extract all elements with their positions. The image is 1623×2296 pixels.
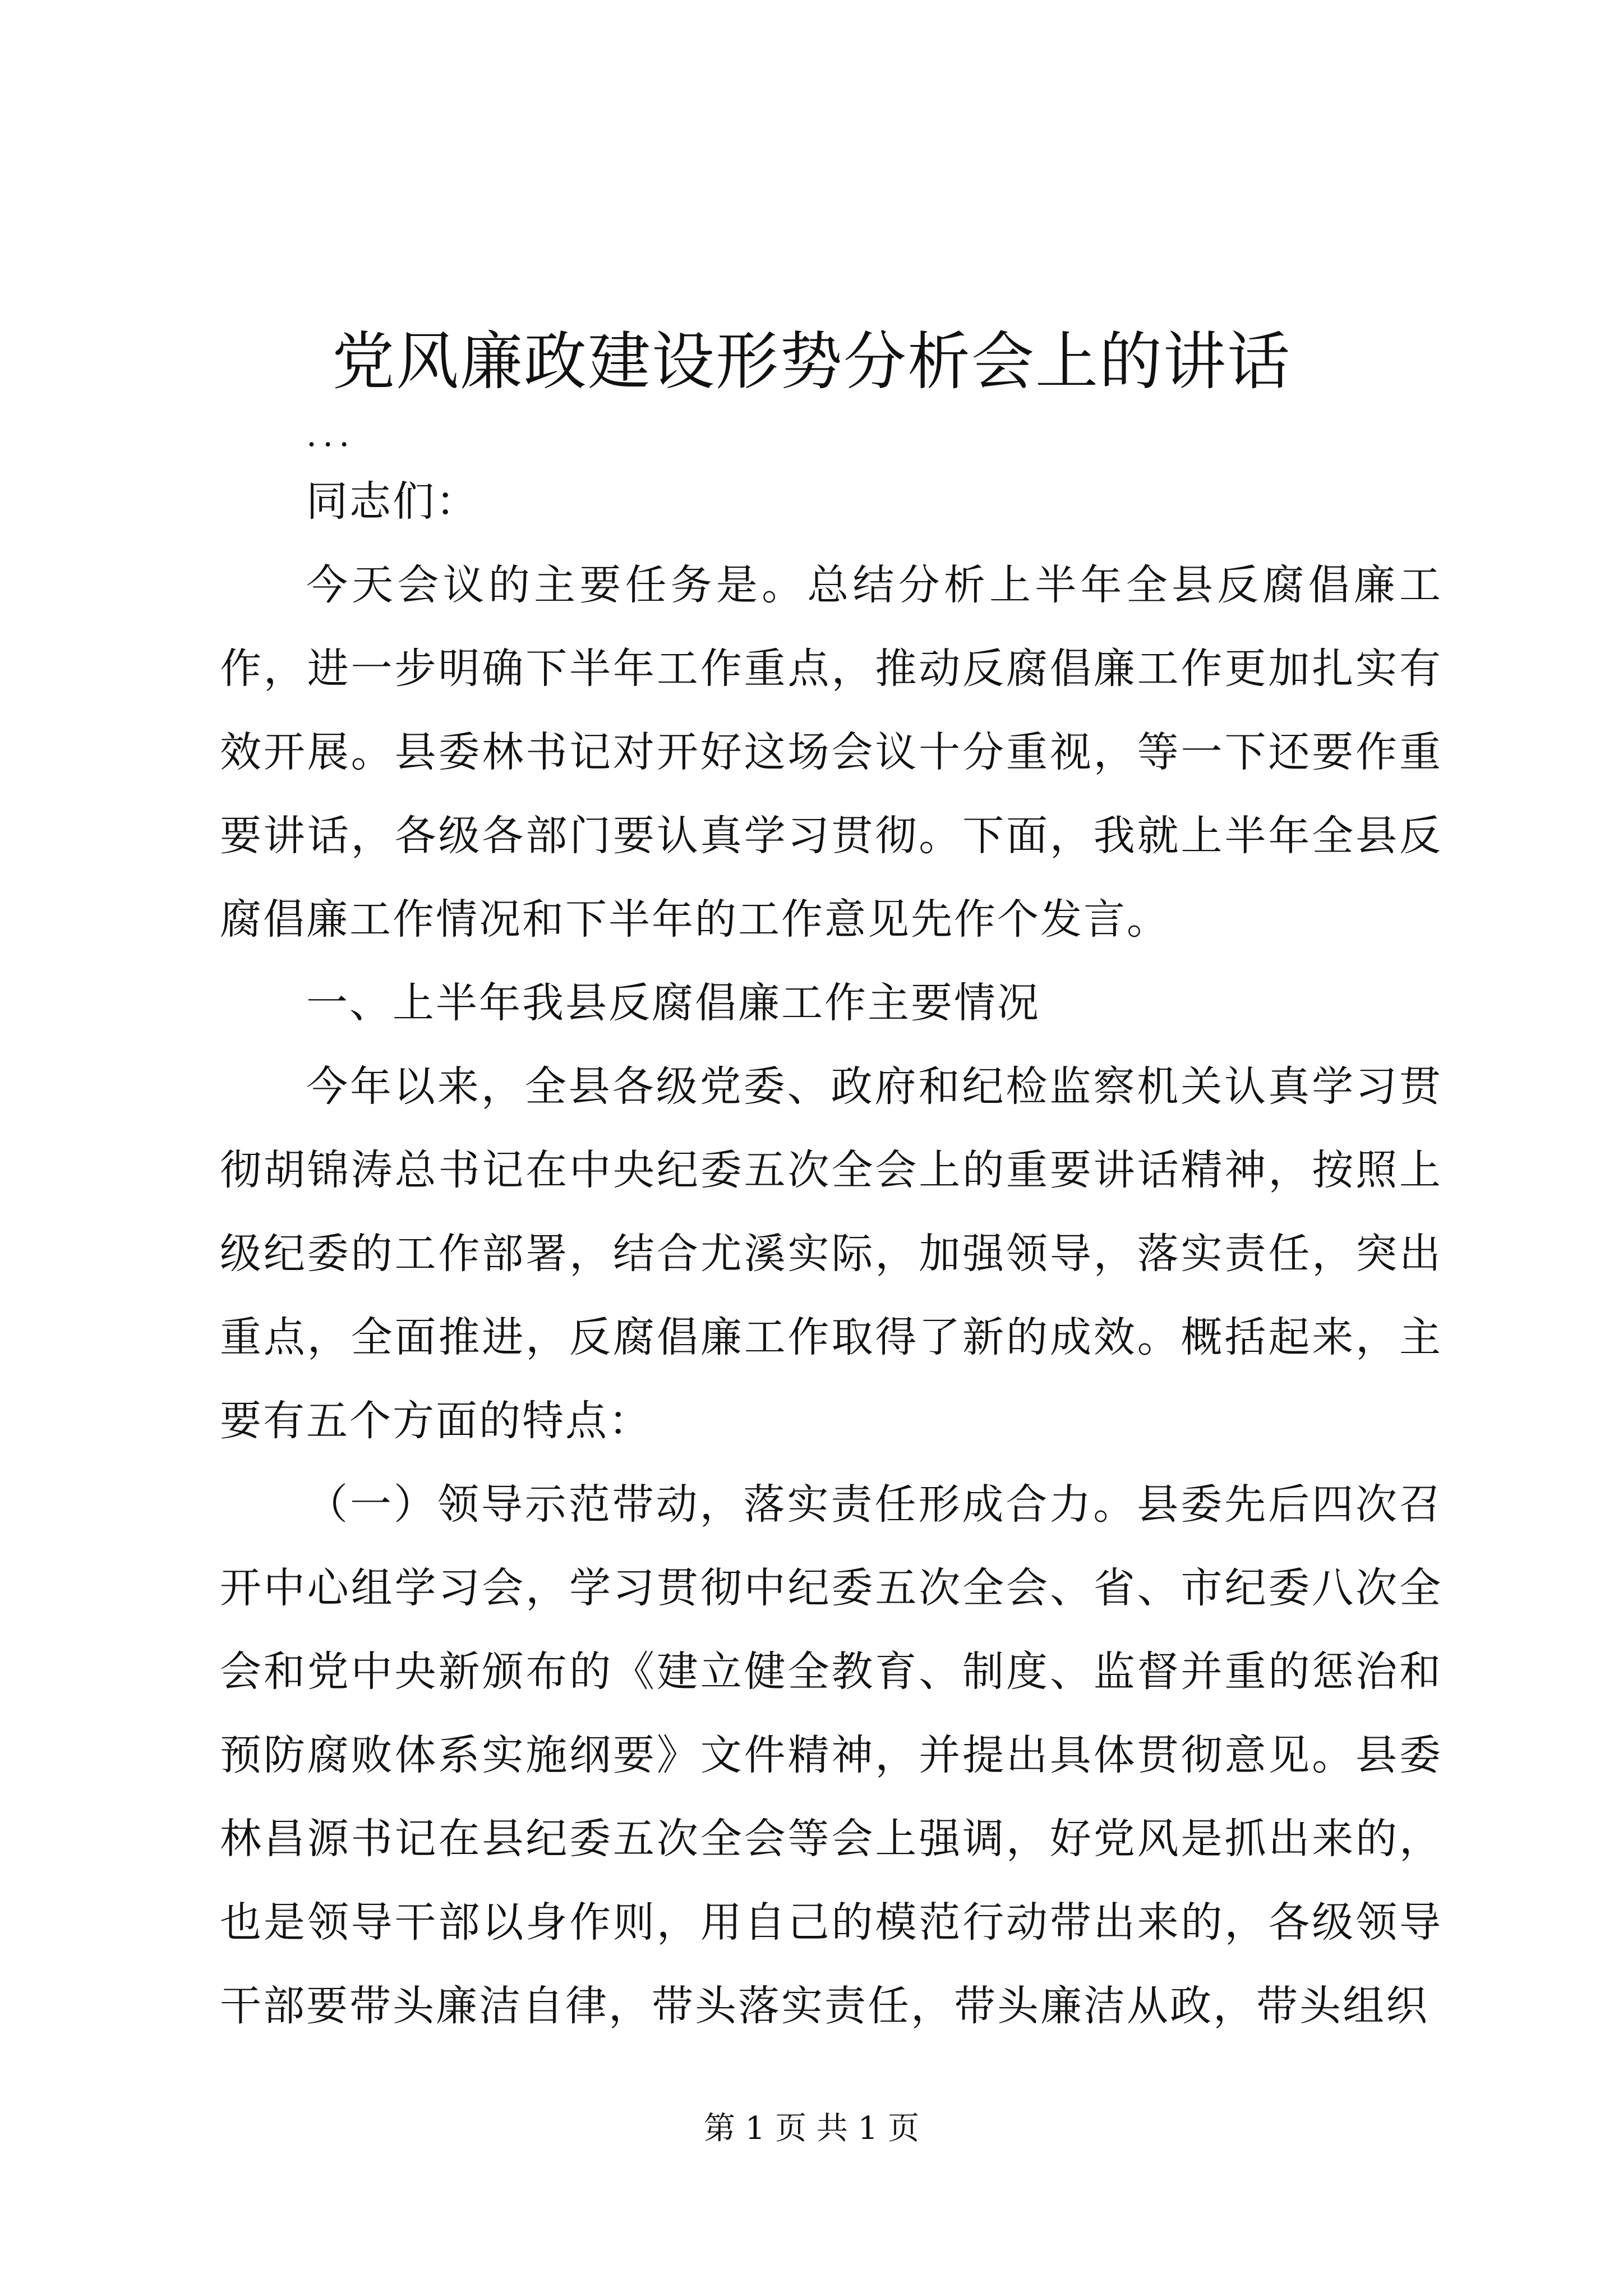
paragraph-summary: 今年以来，全县各级党委、政府和纪检监察机关认真学习贯彻胡锦涛总书记在中央纪委五次全会上的重要讲话精神，按照上级纪委的工作部署，结合尤溪实际，加强领导，落实责任，突出重点，全面推进，反腐倡廉工作取得了新的成效。概括起来，主要有五个方面的特点：	[220, 1062, 1442, 1445]
paragraph-intro: 今天会议的主要任务是。总结分析上半年全县反腐倡廉工作，进一步明确下半年工作重点，推动反腐倡廉工作更加扎实有效开展。县委林书记对开好这场会议十分重视，等一下还要作重要讲话，各级各部门要认真学习贯彻。下面，我就上半年全县反腐倡廉工作情况和下半年的工作意见先作个发言。	[220, 561, 1442, 944]
document-title: 党风廉政建设形势分析会上的讲话	[332, 325, 1291, 399]
document-body	[220, 409, 1442, 2048]
salutation: 同志们：	[306, 477, 479, 526]
section-heading: 一、上半年我县反腐倡廉工作主要情况	[306, 979, 1040, 1027]
ellipsis-line: ...	[306, 415, 356, 454]
paragraph-point-one: （一）领导示范带动，落实责任形成合力。县委先后四次召开中心组学习会，学习贯彻中纪委五次全会、省、市纪委八次全会和党中央新颁布的《建立健全教育、制度、监督并重的惩治和预防腐败体系实施纲要》文件精神，并提出具体贯彻意见。县委林昌源书记在县纪委五次全会等会上强调，好党风是抓出来的，也是领导干部以身作则，用自己的模范行动带出来的，各级领导干部要带头廉洁自律，带头落实责任，带头廉洁从政，带头组织	[220, 1480, 1442, 2030]
page-number-footer: 第 1 页 共 1 页	[703, 2110, 920, 2147]
